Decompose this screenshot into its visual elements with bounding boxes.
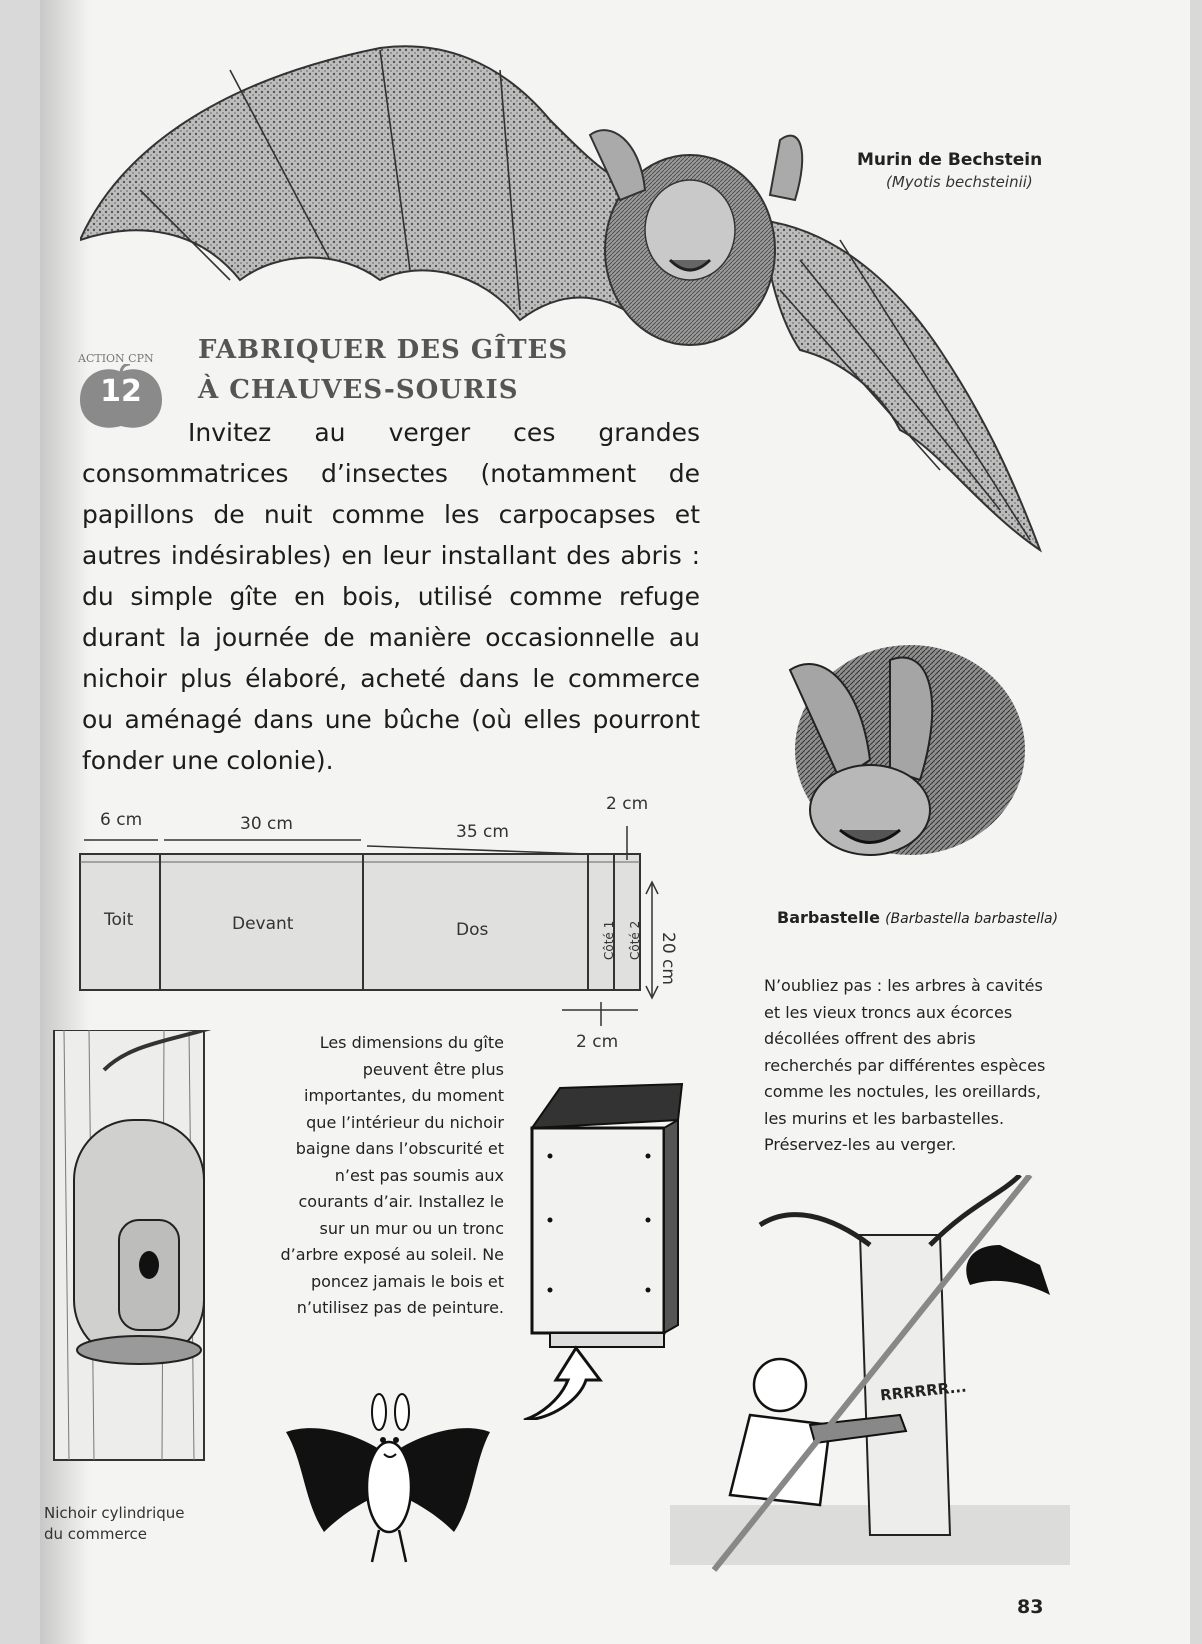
- dim-devant: 30 cm: [240, 814, 293, 834]
- badge-arc-label: ACTION CPN: [78, 352, 154, 365]
- cut-diagram-lines: [78, 800, 678, 1040]
- section-title: [198, 330, 568, 410]
- panel-toit: Toit: [104, 910, 134, 930]
- intro-paragraph: Invitez au verger ces grandes consommatrices d’insectes (notamment de papillons de nuit comme les carpocapses et autres indésirables) en leur installant des abris : du simple gîte en bois, utilisé comme refuge durant la journée de manière occasionnelle au nichoir plus élaboré, acheté dans le commerce ou aménagé dans une bûche (où elles pourront fonder une colonie).: [82, 418, 700, 775]
- panel-devant: Devant: [232, 914, 294, 934]
- dimensions-line: n’est pas soumis aux: [334, 1165, 504, 1185]
- nichoir-caption-line2: du commerce: [44, 1525, 147, 1543]
- dimensions-line: n’utilisez pas de peinture.: [296, 1298, 504, 1317]
- dimensions-line: baigne dans l’obscurité et: [295, 1139, 504, 1158]
- page-number: 83: [1017, 1596, 1044, 1618]
- chainsaw-cartoon-illustration: [670, 1175, 1090, 1575]
- badge-number: 12: [100, 374, 142, 409]
- dim-cote-top: 2 cm: [606, 794, 649, 814]
- title-line-2: À CHAUVES-SOURIS: [198, 375, 519, 405]
- dim-cote-bottom: 2 cm: [576, 1032, 619, 1052]
- note-line: décollées offrent des abris: [764, 1029, 976, 1048]
- dim-height: 20 cm: [658, 932, 678, 985]
- note-line: N’oubliez pas : les arbres à cavités: [764, 976, 1043, 995]
- barbastelle-caption-name: Barbastelle: [777, 908, 880, 927]
- note-line: comme les noctules, les oreillards,: [764, 1082, 1041, 1101]
- note-line: les murins et les barbastelles.: [764, 1108, 1005, 1128]
- dimensions-line: que l’intérieur du nichoir: [306, 1112, 504, 1132]
- bechstein-caption-latin: (Myotis bechsteinii): [886, 173, 1033, 191]
- nichoir-caption: [44, 1503, 185, 1545]
- wooden-bat-box-illustration: [520, 1080, 690, 1420]
- note-line: recherchés par différentes espèces: [764, 1055, 1046, 1075]
- panel-cote-2: Côté 2: [628, 920, 642, 960]
- dimensions-paragraph: [246, 1030, 504, 1322]
- note-paragraph: [764, 973, 1084, 1159]
- title-line-1: FABRIQUER DES GÎTES: [198, 335, 569, 365]
- cartoon-bat-illustration: [284, 1392, 494, 1572]
- note-line: Préservez-les au verger.: [764, 1135, 957, 1154]
- dimensions-line: importantes, du moment: [304, 1086, 504, 1105]
- barbastelle-caption: [777, 908, 1058, 927]
- panel-dos: Dos: [456, 920, 489, 940]
- dimensions-line: peuvent être plus: [362, 1059, 504, 1079]
- nichoir-caption-line1: Nichoir cylindrique: [44, 1504, 185, 1522]
- cylindrical-nest-illustration: [44, 1030, 244, 1490]
- dimensions-line: sur un mur ou un tronc: [319, 1218, 504, 1238]
- bechstein-caption-name: Murin de Bechstein: [857, 150, 1043, 170]
- dim-dos: 35 cm: [456, 822, 509, 842]
- bat-right-ear: [770, 136, 802, 200]
- left-wing: [80, 46, 640, 320]
- note-line: et les vieux troncs aux écorces: [764, 1002, 1013, 1022]
- dimensions-line: courants d’air. Installez le: [298, 1192, 504, 1211]
- dimensions-line: poncez jamais le bois et: [310, 1271, 504, 1291]
- dimensions-line: d’arbre exposé au soleil. Ne: [280, 1245, 504, 1264]
- barbastelle-caption-latin: (Barbastella barbastella): [885, 911, 1059, 927]
- dim-toit: 6 cm: [100, 810, 143, 830]
- chainsaw-sound-text: RRRRRR...: [879, 1377, 968, 1405]
- panel-cote-1: Côté 1: [602, 920, 616, 960]
- barbastelle-illustration: [770, 640, 1030, 890]
- dimensions-line: Les dimensions du gîte: [319, 1033, 504, 1052]
